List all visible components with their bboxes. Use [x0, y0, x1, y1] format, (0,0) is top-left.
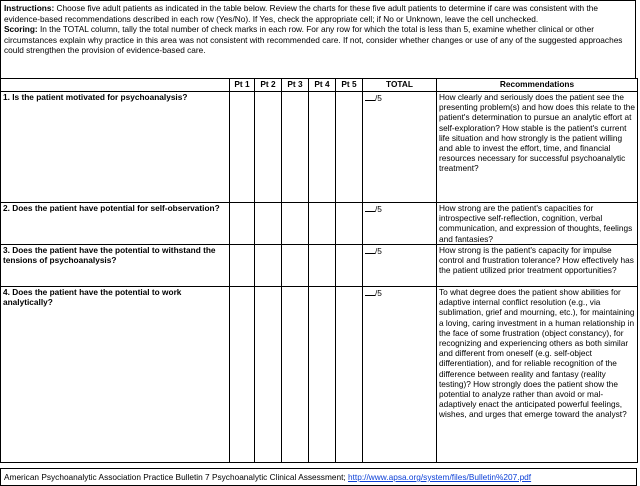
pt4-check-cell[interactable]	[309, 203, 336, 245]
source-citation: American Psychoanalytic Association Practice Bulletin 7 Psychoanalytic Clinical Assessment;	[4, 472, 349, 482]
header-total: TOTAL	[363, 79, 437, 92]
recommendation-cell: How clearly and seriously does the patient see the presenting problem(s) and how does this relate to the patient's determination to pursue an analytic effort at self-exploration? How stable is the patient's current life situation and how strongly is the patient willing and able to invest the effort, time, and financial resources necessary for successful psychoanalytic treatment?	[437, 92, 638, 203]
pt4-check-cell[interactable]	[309, 92, 336, 203]
pt2-check-cell[interactable]	[255, 245, 282, 287]
instructions-label: Instructions:	[4, 3, 55, 13]
pt1-check-cell[interactable]	[230, 203, 255, 245]
total-cell[interactable]	[363, 203, 437, 245]
pt5-check-cell[interactable]	[336, 92, 363, 203]
spacer	[0, 65, 636, 78]
pt3-check-cell[interactable]	[282, 245, 309, 287]
pt5-check-cell[interactable]	[336, 245, 363, 287]
source-footer	[0, 468, 637, 486]
pt4-check-cell[interactable]	[309, 287, 336, 463]
total-denominator: /5	[375, 93, 382, 103]
table-row	[1, 203, 638, 245]
pt1-check-cell[interactable]	[230, 245, 255, 287]
table-row	[1, 245, 638, 287]
header-recommendations: Recommendations	[437, 79, 638, 92]
recommendation-cell: How strong is the patient's capacity for impulse control and frustration tolerance? How effectively has the patient utilized prior treatment opportunities?	[437, 245, 638, 287]
question-cell: 4. Does the patient have the potential to work analytically?	[1, 287, 230, 463]
pt2-check-cell[interactable]	[255, 287, 282, 463]
total-denominator: /5	[375, 204, 382, 214]
pt3-check-cell[interactable]	[282, 92, 309, 203]
pt1-check-cell[interactable]	[230, 92, 255, 203]
instructions-panel	[0, 0, 636, 65]
table-row	[1, 92, 638, 203]
pt5-check-cell[interactable]	[336, 287, 363, 463]
total-denominator: /5	[375, 288, 382, 298]
pt3-check-cell[interactable]	[282, 203, 309, 245]
total-blank[interactable]	[365, 203, 375, 212]
pt2-check-cell[interactable]	[255, 92, 282, 203]
total-blank[interactable]	[365, 92, 375, 101]
pt3-check-cell[interactable]	[282, 287, 309, 463]
question-cell: 2. Does the patient have potential for self-observation?	[1, 203, 230, 245]
pt1-check-cell[interactable]	[230, 287, 255, 463]
total-denominator: /5	[375, 246, 382, 256]
scoring-text: In the TOTAL column, tally the total number of check marks in each row. For any row for which the total is less than 5, examine whether clinical or other circumstances explain why practice in this area was not consistent with recommended care. If not, consider whether changes or use of any of the suggested approaches could strengthen the provision of evidence-based care.	[4, 24, 623, 56]
pt4-check-cell[interactable]	[309, 245, 336, 287]
question-cell: 1. Is the patient motivated for psychoanalysis?	[1, 92, 230, 203]
recommendation-cell: To what degree does the patient show abilities for adaptive internal conflict resolution (e.g., via sublimation, grief and mourning, etc.), for maintaining a loving, caring investment in a human relationship in the face of some frustration (object constancy), for recognizing and experiencing others as both similar and different from oneself (e.g. self-object differentiation), and for reliable recognition of the difference between reality and fantasy (reality testing)? How strongly does the patient show the potential to analyze rather than avoid or mal-adaptively enact the anticipated powerful feelings, wishes, and urges that emerge toward the analyst?	[437, 287, 638, 463]
instructions-text: Choose five adult patients as indicated in the table below. Review the charts for these five adult patients to determine if care was consistent with the evidence-based recommendations described in each row (Yes/No). If Yes, check the appropriate cell; if No or Unknown, leave the cell unchecked.	[4, 3, 598, 24]
total-blank[interactable]	[365, 245, 375, 254]
header-pt3: Pt 3	[282, 79, 309, 92]
recommendation-cell: How strong are the patient's capacities for introspective self-reflection, cognition, verbal communication, and expression of thoughts, feelings and fantasies?	[437, 203, 638, 245]
header-pt2: Pt 2	[255, 79, 282, 92]
table-row	[1, 287, 638, 463]
header-pt4: Pt 4	[309, 79, 336, 92]
total-cell[interactable]	[363, 287, 437, 463]
header-pt1: Pt 1	[230, 79, 255, 92]
question-cell: 3. Does the patient have the potential to withstand the tensions of psychoanalysis?	[1, 245, 230, 287]
header-pt5: Pt 5	[336, 79, 363, 92]
assessment-table	[0, 78, 638, 463]
total-blank[interactable]	[365, 287, 375, 296]
header-row	[1, 79, 638, 92]
pt5-check-cell[interactable]	[336, 203, 363, 245]
total-cell[interactable]	[363, 92, 437, 203]
pt2-check-cell[interactable]	[255, 203, 282, 245]
header-question	[1, 79, 230, 92]
scoring-label: Scoring:	[4, 24, 38, 35]
bulletin-link[interactable]: http://www.apsa.org/system/files/Bulletin%207.pdf	[348, 472, 532, 482]
total-cell[interactable]	[363, 245, 437, 287]
